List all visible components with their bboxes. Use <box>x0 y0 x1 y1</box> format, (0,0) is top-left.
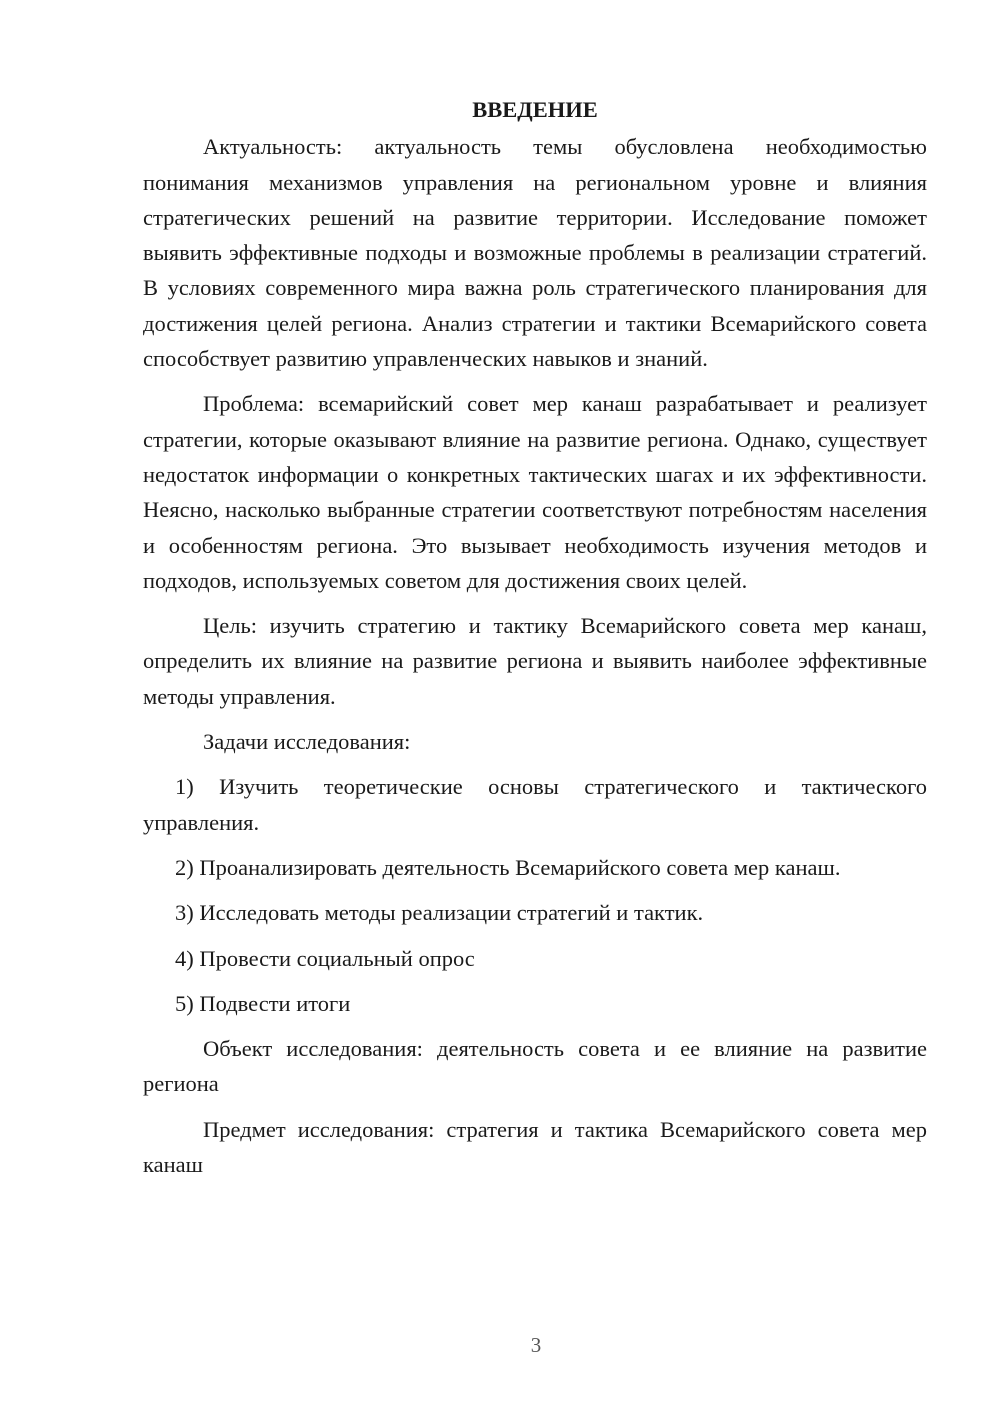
subject-paragraph: Предмет исследования: стратегия и тактика Всемарийского совета мер канаш <box>143 1116 927 1178</box>
task-item-4: 4) Провести социальный опрос <box>175 945 475 971</box>
spacer <box>143 931 927 941</box>
spacer <box>143 376 927 386</box>
problem-paragraph: Проблема: всемарийский совет мер канаш разрабатывает и реализует стратегии, которые оказывают влияние на развитие региона. Однако, существует недостаток информации о конкретных тактических шагах и их эффективности. Неясно, насколько выбранные стратегии соответствуют потребностям населения и особенностям региона. Это вызывает необходимость изучения методов и подходов, используемых советом для достижения своих целей. <box>143 391 927 593</box>
task-item-2: 2) Проанализировать деятельность Всемарийского совета мер канаш. <box>175 854 841 880</box>
spacer <box>143 885 927 895</box>
spacer <box>143 976 927 986</box>
page-number: 3 <box>530 1333 542 1357</box>
spacer <box>143 1021 927 1031</box>
relevance-paragraph: Актуальность: актуальность темы обусловлена необходимостью понимания механизмов управления на региональном уровне и влияния стратегических решений на развитие территории. Исследование поможет выявить эффективные подходы и возможные проблемы в реализации стратегий. В условиях современного мира важна роль стратегического планирования для достижения целей региона. Анализ стратегии и тактики Всемарийского совета способствует развитию управленческих навыков и знаний. <box>143 134 927 372</box>
spacer <box>143 598 927 608</box>
object-paragraph: Объект исследования: деятельность совета и ее влияние на развитие региона <box>143 1036 927 1097</box>
spacer <box>143 759 927 769</box>
spacer <box>143 840 927 850</box>
section-heading: ВВЕДЕНИЕ <box>472 97 598 122</box>
task-item-1: 1) Изучить теоретические основы стратегического и тактического управления. <box>143 774 927 835</box>
page-content <box>143 92 927 1182</box>
spacer <box>143 714 927 724</box>
task-item-3: 3) Исследовать методы реализации стратегий и тактик. <box>175 900 704 926</box>
goal-paragraph: Цель: изучить стратегию и тактику Всемарийского совета мер канаш, определить их влияние на развитие региона и выявить наиболее эффективные методы управления. <box>143 613 927 709</box>
spacer <box>143 1102 927 1112</box>
task-item-5: 5) Подвести итоги <box>175 990 351 1016</box>
tasks-heading: Задачи исследования: <box>203 729 411 755</box>
